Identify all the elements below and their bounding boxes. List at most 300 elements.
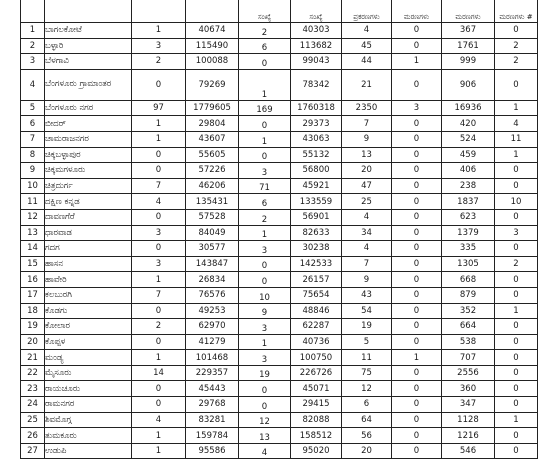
table-row	[21, 131, 538, 147]
value-cell: 115490	[186, 38, 239, 54]
district-name: ಚಿತ್ರದುರ್ಗ	[45, 181, 73, 192]
district-name-cell	[45, 54, 132, 70]
serial-number-cell: 22	[21, 365, 45, 381]
value-cell: 1779605	[186, 100, 239, 116]
serial-number-cell: 18	[21, 303, 45, 319]
district-name-cell	[45, 38, 132, 54]
table-row	[21, 350, 538, 366]
value-cell: 46206	[186, 178, 239, 194]
district-name-cell	[45, 225, 132, 241]
value-cell: 0	[392, 412, 442, 428]
value-cell: 2	[239, 23, 291, 39]
header-cell: ಮರಣಗಳು	[392, 0, 442, 23]
district-name-cell	[45, 350, 132, 366]
table-header-row	[21, 0, 538, 23]
value-cell: 0	[495, 287, 538, 303]
value-cell: 3	[132, 225, 186, 241]
district-name-cell	[45, 116, 132, 132]
value-cell: 4	[342, 241, 392, 257]
district-name: ತುಮಕೂರು	[45, 430, 77, 441]
value-cell: 9	[239, 303, 291, 319]
table-row	[21, 397, 538, 413]
value-cell: 0	[132, 241, 186, 257]
value-cell: 1	[239, 334, 291, 350]
value-cell: 0	[392, 163, 442, 179]
table-row	[21, 241, 538, 257]
value-cell: 56800	[291, 163, 342, 179]
value-cell: 83281	[186, 412, 239, 428]
table-row	[21, 147, 538, 163]
value-cell: 1837	[442, 194, 495, 210]
value-cell: 97	[132, 100, 186, 116]
value-cell: 113682	[291, 38, 342, 54]
value-cell: 0	[495, 209, 538, 225]
district-name-cell	[45, 100, 132, 116]
value-cell: 0	[132, 163, 186, 179]
value-cell: 95586	[186, 443, 239, 459]
district-name-cell	[45, 209, 132, 225]
value-cell: 9	[342, 131, 392, 147]
value-cell: 1	[132, 131, 186, 147]
serial-number-cell: 9	[21, 163, 45, 179]
value-cell: 0	[495, 381, 538, 397]
table-row	[21, 334, 538, 350]
district-name-cell	[45, 23, 132, 39]
value-cell: 16936	[442, 100, 495, 116]
district-name-cell	[45, 241, 132, 257]
value-cell: 49253	[186, 303, 239, 319]
value-cell: 226726	[291, 365, 342, 381]
value-cell: 7	[132, 178, 186, 194]
value-cell: 29804	[186, 116, 239, 132]
value-cell: 0	[495, 319, 538, 335]
value-cell: 0	[392, 178, 442, 194]
value-cell: 4	[132, 412, 186, 428]
value-cell: 420	[442, 116, 495, 132]
district-name: ಚಿಕ್ಕಬಳ್ಳಾಪುರ	[45, 149, 81, 160]
district-name-cell	[45, 303, 132, 319]
value-cell: 19	[342, 319, 392, 335]
district-name-cell	[45, 163, 132, 179]
value-cell: 76576	[186, 287, 239, 303]
value-cell: 0	[495, 241, 538, 257]
district-name: ಗದಗ	[45, 243, 60, 254]
value-cell: 21	[342, 69, 392, 100]
value-cell: 169	[239, 100, 291, 116]
district-name-cell	[45, 365, 132, 381]
value-cell: 62970	[186, 319, 239, 335]
district-name: ಚಿಕ್ಕಮಗಳೂರು	[45, 165, 86, 176]
serial-number-cell: 3	[21, 54, 45, 70]
district-name-cell	[45, 194, 132, 210]
serial-number-cell: 25	[21, 412, 45, 428]
value-cell: 0	[239, 147, 291, 163]
value-cell: 2556	[442, 365, 495, 381]
value-cell: 7	[132, 287, 186, 303]
table-row	[21, 163, 538, 179]
district-name-cell	[45, 412, 132, 428]
value-cell: 0	[392, 381, 442, 397]
value-cell: 79269	[186, 69, 239, 100]
value-cell: 668	[442, 272, 495, 288]
value-cell: 56	[342, 428, 392, 444]
value-cell: 0	[392, 272, 442, 288]
district-name: ಮೈಸೂರು	[45, 368, 72, 379]
serial-number-cell: 5	[21, 100, 45, 116]
value-cell: 2	[495, 54, 538, 70]
value-cell: 0	[495, 443, 538, 459]
value-cell: 95020	[291, 443, 342, 459]
value-cell: 57226	[186, 163, 239, 179]
value-cell: 0	[132, 334, 186, 350]
value-cell: 1761	[442, 38, 495, 54]
serial-number-cell: 17	[21, 287, 45, 303]
value-cell: 4	[495, 116, 538, 132]
district-name: ಚಾಮರಾಜನಗರ	[45, 134, 89, 145]
serial-number-cell: 11	[21, 194, 45, 210]
serial-number-cell: 19	[21, 319, 45, 335]
value-cell: 43063	[291, 131, 342, 147]
value-cell: 0	[392, 209, 442, 225]
value-cell: 75	[342, 365, 392, 381]
value-cell: 142533	[291, 256, 342, 272]
value-cell: 2	[239, 209, 291, 225]
value-cell: 34	[342, 225, 392, 241]
value-cell: 43	[342, 287, 392, 303]
district-name-cell	[45, 397, 132, 413]
value-cell: 459	[442, 147, 495, 163]
value-cell: 0	[495, 334, 538, 350]
value-cell: 99043	[291, 54, 342, 70]
value-cell: 0	[392, 334, 442, 350]
value-cell: 1	[132, 350, 186, 366]
value-cell: 4	[132, 194, 186, 210]
value-cell: 44	[342, 54, 392, 70]
serial-number-cell: 26	[21, 428, 45, 444]
value-cell: 906	[442, 69, 495, 100]
district-name-cell	[45, 334, 132, 350]
value-cell: 347	[442, 397, 495, 413]
value-cell: 0	[495, 350, 538, 366]
value-cell: 1305	[442, 256, 495, 272]
value-cell: 1	[495, 147, 538, 163]
header-cell: ಮರಣಗಳು	[442, 0, 495, 23]
district-name-cell	[45, 319, 132, 335]
value-cell: 29768	[186, 397, 239, 413]
value-cell: 3	[239, 241, 291, 257]
value-cell: 0	[239, 381, 291, 397]
value-cell: 546	[442, 443, 495, 459]
value-cell: 1	[132, 443, 186, 459]
value-cell: 0	[495, 397, 538, 413]
value-cell: 29373	[291, 116, 342, 132]
value-cell: 100088	[186, 54, 239, 70]
value-cell: 623	[442, 209, 495, 225]
district-name: ಕೋಲಾರ	[45, 321, 71, 332]
value-cell: 48846	[291, 303, 342, 319]
value-cell: 82633	[291, 225, 342, 241]
serial-number-cell: 23	[21, 381, 45, 397]
table-row	[21, 178, 538, 194]
serial-number-cell: 20	[21, 334, 45, 350]
header-cell: ಪ್ರಕರಣಗಳು	[342, 0, 392, 23]
table-row	[21, 381, 538, 397]
value-cell: 4	[342, 23, 392, 39]
value-cell: 1	[495, 412, 538, 428]
district-name: ಉಡುಪಿ	[45, 446, 67, 457]
table-body	[21, 23, 538, 459]
value-cell: 30577	[186, 241, 239, 257]
value-cell: 84049	[186, 225, 239, 241]
header-cell: ಮರಣಗಳು #	[495, 0, 538, 23]
value-cell: 45	[342, 38, 392, 54]
table-row	[21, 412, 538, 428]
value-cell: 56901	[291, 209, 342, 225]
value-cell: 707	[442, 350, 495, 366]
serial-number-cell: 14	[21, 241, 45, 257]
value-cell: 0	[392, 256, 442, 272]
value-cell: 0	[495, 23, 538, 39]
value-cell: 1	[132, 428, 186, 444]
value-cell: 45443	[186, 381, 239, 397]
value-cell: 47	[342, 178, 392, 194]
district-name-cell	[45, 69, 132, 100]
district-name: ಬೆಂಗಳೂರು ನಗರ	[45, 103, 94, 114]
value-cell: 0	[392, 131, 442, 147]
value-cell: 1760318	[291, 100, 342, 116]
value-cell: 1	[132, 272, 186, 288]
value-cell: 12	[342, 381, 392, 397]
value-cell: 3	[495, 225, 538, 241]
value-cell: 13	[239, 428, 291, 444]
header-cell	[186, 0, 239, 23]
value-cell: 0	[495, 69, 538, 100]
value-cell: 54	[342, 303, 392, 319]
district-name: ದಾವಣಗೆರೆ	[45, 212, 75, 223]
serial-number-cell: 27	[21, 443, 45, 459]
serial-number-cell: 24	[21, 397, 45, 413]
table-row	[21, 38, 538, 54]
value-cell: 0	[392, 428, 442, 444]
value-cell: 0	[132, 303, 186, 319]
district-name-cell	[45, 272, 132, 288]
value-cell: 11	[495, 131, 538, 147]
value-cell: 13	[342, 147, 392, 163]
table-row	[21, 194, 538, 210]
value-cell: 1	[495, 303, 538, 319]
value-cell: 0	[392, 69, 442, 100]
table-row	[21, 23, 538, 39]
value-cell: 0	[239, 116, 291, 132]
value-cell: 524	[442, 131, 495, 147]
table-row	[21, 69, 538, 100]
value-cell: 360	[442, 381, 495, 397]
table-row	[21, 225, 538, 241]
value-cell: 1128	[442, 412, 495, 428]
value-cell: 78342	[291, 69, 342, 100]
table-row	[21, 287, 538, 303]
value-cell: 5	[342, 334, 392, 350]
value-cell: 26834	[186, 272, 239, 288]
district-name: ಕೊಡಗು	[45, 305, 68, 316]
value-cell: 14	[132, 365, 186, 381]
serial-number-cell: 13	[21, 225, 45, 241]
value-cell: 0	[132, 381, 186, 397]
value-cell: 3	[239, 350, 291, 366]
district-name: ಶಿವಮೊಗ್ಗ	[45, 414, 72, 425]
serial-number-cell: 12	[21, 209, 45, 225]
value-cell: 0	[392, 365, 442, 381]
table-row	[21, 116, 538, 132]
serial-number-cell: 10	[21, 178, 45, 194]
value-cell: 41279	[186, 334, 239, 350]
serial-number-cell: 2	[21, 38, 45, 54]
district-name-cell	[45, 381, 132, 397]
value-cell: 3	[239, 163, 291, 179]
value-cell: 40303	[291, 23, 342, 39]
value-cell: 1	[239, 225, 291, 241]
district-name-cell	[45, 287, 132, 303]
value-cell: 367	[442, 23, 495, 39]
value-cell: 999	[442, 54, 495, 70]
value-cell: 0	[495, 272, 538, 288]
value-cell: 133559	[291, 194, 342, 210]
value-cell: 0	[495, 365, 538, 381]
value-cell: 3	[392, 100, 442, 116]
value-cell: 10	[239, 287, 291, 303]
value-cell: 20	[342, 163, 392, 179]
serial-number-cell: 1	[21, 23, 45, 39]
value-cell: 0	[239, 54, 291, 70]
value-cell: 0	[392, 397, 442, 413]
value-cell: 1	[239, 69, 291, 100]
district-name: ಬೆಳಗಾವಿ	[45, 56, 69, 67]
value-cell: 0	[495, 428, 538, 444]
value-cell: 1	[132, 23, 186, 39]
serial-number-cell: 15	[21, 256, 45, 272]
table-row	[21, 443, 538, 459]
district-name: ಮಂಡ್ಯ	[45, 352, 64, 363]
value-cell: 2350	[342, 100, 392, 116]
value-cell: 100750	[291, 350, 342, 366]
value-cell: 352	[442, 303, 495, 319]
value-cell: 6	[239, 38, 291, 54]
value-cell: 0	[495, 163, 538, 179]
table-row	[21, 256, 538, 272]
value-cell: 9	[342, 272, 392, 288]
value-cell: 0	[392, 23, 442, 39]
serial-number-cell: 6	[21, 116, 45, 132]
value-cell: 20	[342, 443, 392, 459]
district-name: ದಕ್ಷಿಣ ಕನ್ನಡ	[45, 196, 80, 207]
district-name-cell	[45, 147, 132, 163]
header-cell: ಸಂಖ್ಯೆ	[239, 0, 291, 23]
value-cell: 0	[132, 209, 186, 225]
value-cell: 1	[239, 131, 291, 147]
serial-number-cell: 16	[21, 272, 45, 288]
table-row	[21, 365, 538, 381]
value-cell: 135431	[186, 194, 239, 210]
value-cell: 29415	[291, 397, 342, 413]
value-cell: 335	[442, 241, 495, 257]
value-cell: 75654	[291, 287, 342, 303]
district-name-cell	[45, 178, 132, 194]
table-row	[21, 100, 538, 116]
district-name: ಬಾಗಲಕೋಟೆ	[45, 25, 82, 36]
value-cell: 2	[495, 256, 538, 272]
value-cell: 40736	[291, 334, 342, 350]
value-cell: 11	[342, 350, 392, 366]
value-cell: 26157	[291, 272, 342, 288]
district-name: ರಾಯಚೂರು	[45, 383, 81, 394]
value-cell: 0	[239, 272, 291, 288]
value-cell: 229357	[186, 365, 239, 381]
value-cell: 2	[132, 54, 186, 70]
serial-number-cell: 7	[21, 131, 45, 147]
header-cell	[132, 0, 186, 23]
district-name: ಹಾವೇರಿ	[45, 274, 67, 285]
value-cell: 1	[132, 116, 186, 132]
value-cell: 12	[239, 412, 291, 428]
value-cell: 1	[495, 100, 538, 116]
value-cell: 0	[392, 443, 442, 459]
value-cell: 4	[239, 443, 291, 459]
value-cell: 10	[495, 194, 538, 210]
value-cell: 406	[442, 163, 495, 179]
district-covid-table	[20, 0, 538, 459]
district-name: ಧಾರವಾಡ	[45, 227, 72, 238]
value-cell: 62287	[291, 319, 342, 335]
table-row	[21, 303, 538, 319]
value-cell: 3	[132, 256, 186, 272]
value-cell: 6	[342, 397, 392, 413]
value-cell: 0	[392, 287, 442, 303]
district-name: ಹಾಸನ	[45, 259, 64, 270]
value-cell: 7	[342, 256, 392, 272]
value-cell: 3	[132, 38, 186, 54]
value-cell: 6	[239, 194, 291, 210]
value-cell: 0	[392, 303, 442, 319]
value-cell: 1216	[442, 428, 495, 444]
value-cell: 7	[342, 116, 392, 132]
value-cell: 0	[392, 241, 442, 257]
serial-number-cell: 21	[21, 350, 45, 366]
value-cell: 55605	[186, 147, 239, 163]
district-name-cell	[45, 256, 132, 272]
value-cell: 0	[239, 256, 291, 272]
district-name-cell	[45, 131, 132, 147]
value-cell: 55132	[291, 147, 342, 163]
value-cell: 0	[132, 69, 186, 100]
value-cell: 4	[342, 209, 392, 225]
value-cell: 238	[442, 178, 495, 194]
district-name: ಬೀದರ್	[45, 118, 66, 129]
district-name-cell	[45, 428, 132, 444]
value-cell: 45921	[291, 178, 342, 194]
value-cell: 0	[392, 194, 442, 210]
value-cell: 64	[342, 412, 392, 428]
district-name: ಬಳ್ಳಾರಿ	[45, 40, 64, 51]
value-cell: 159784	[186, 428, 239, 444]
value-cell: 158512	[291, 428, 342, 444]
value-cell: 101468	[186, 350, 239, 366]
value-cell: 1	[392, 54, 442, 70]
table-row	[21, 428, 538, 444]
value-cell: 40674	[186, 23, 239, 39]
table-row	[21, 54, 538, 70]
table-row	[21, 209, 538, 225]
district-name-cell	[45, 443, 132, 459]
